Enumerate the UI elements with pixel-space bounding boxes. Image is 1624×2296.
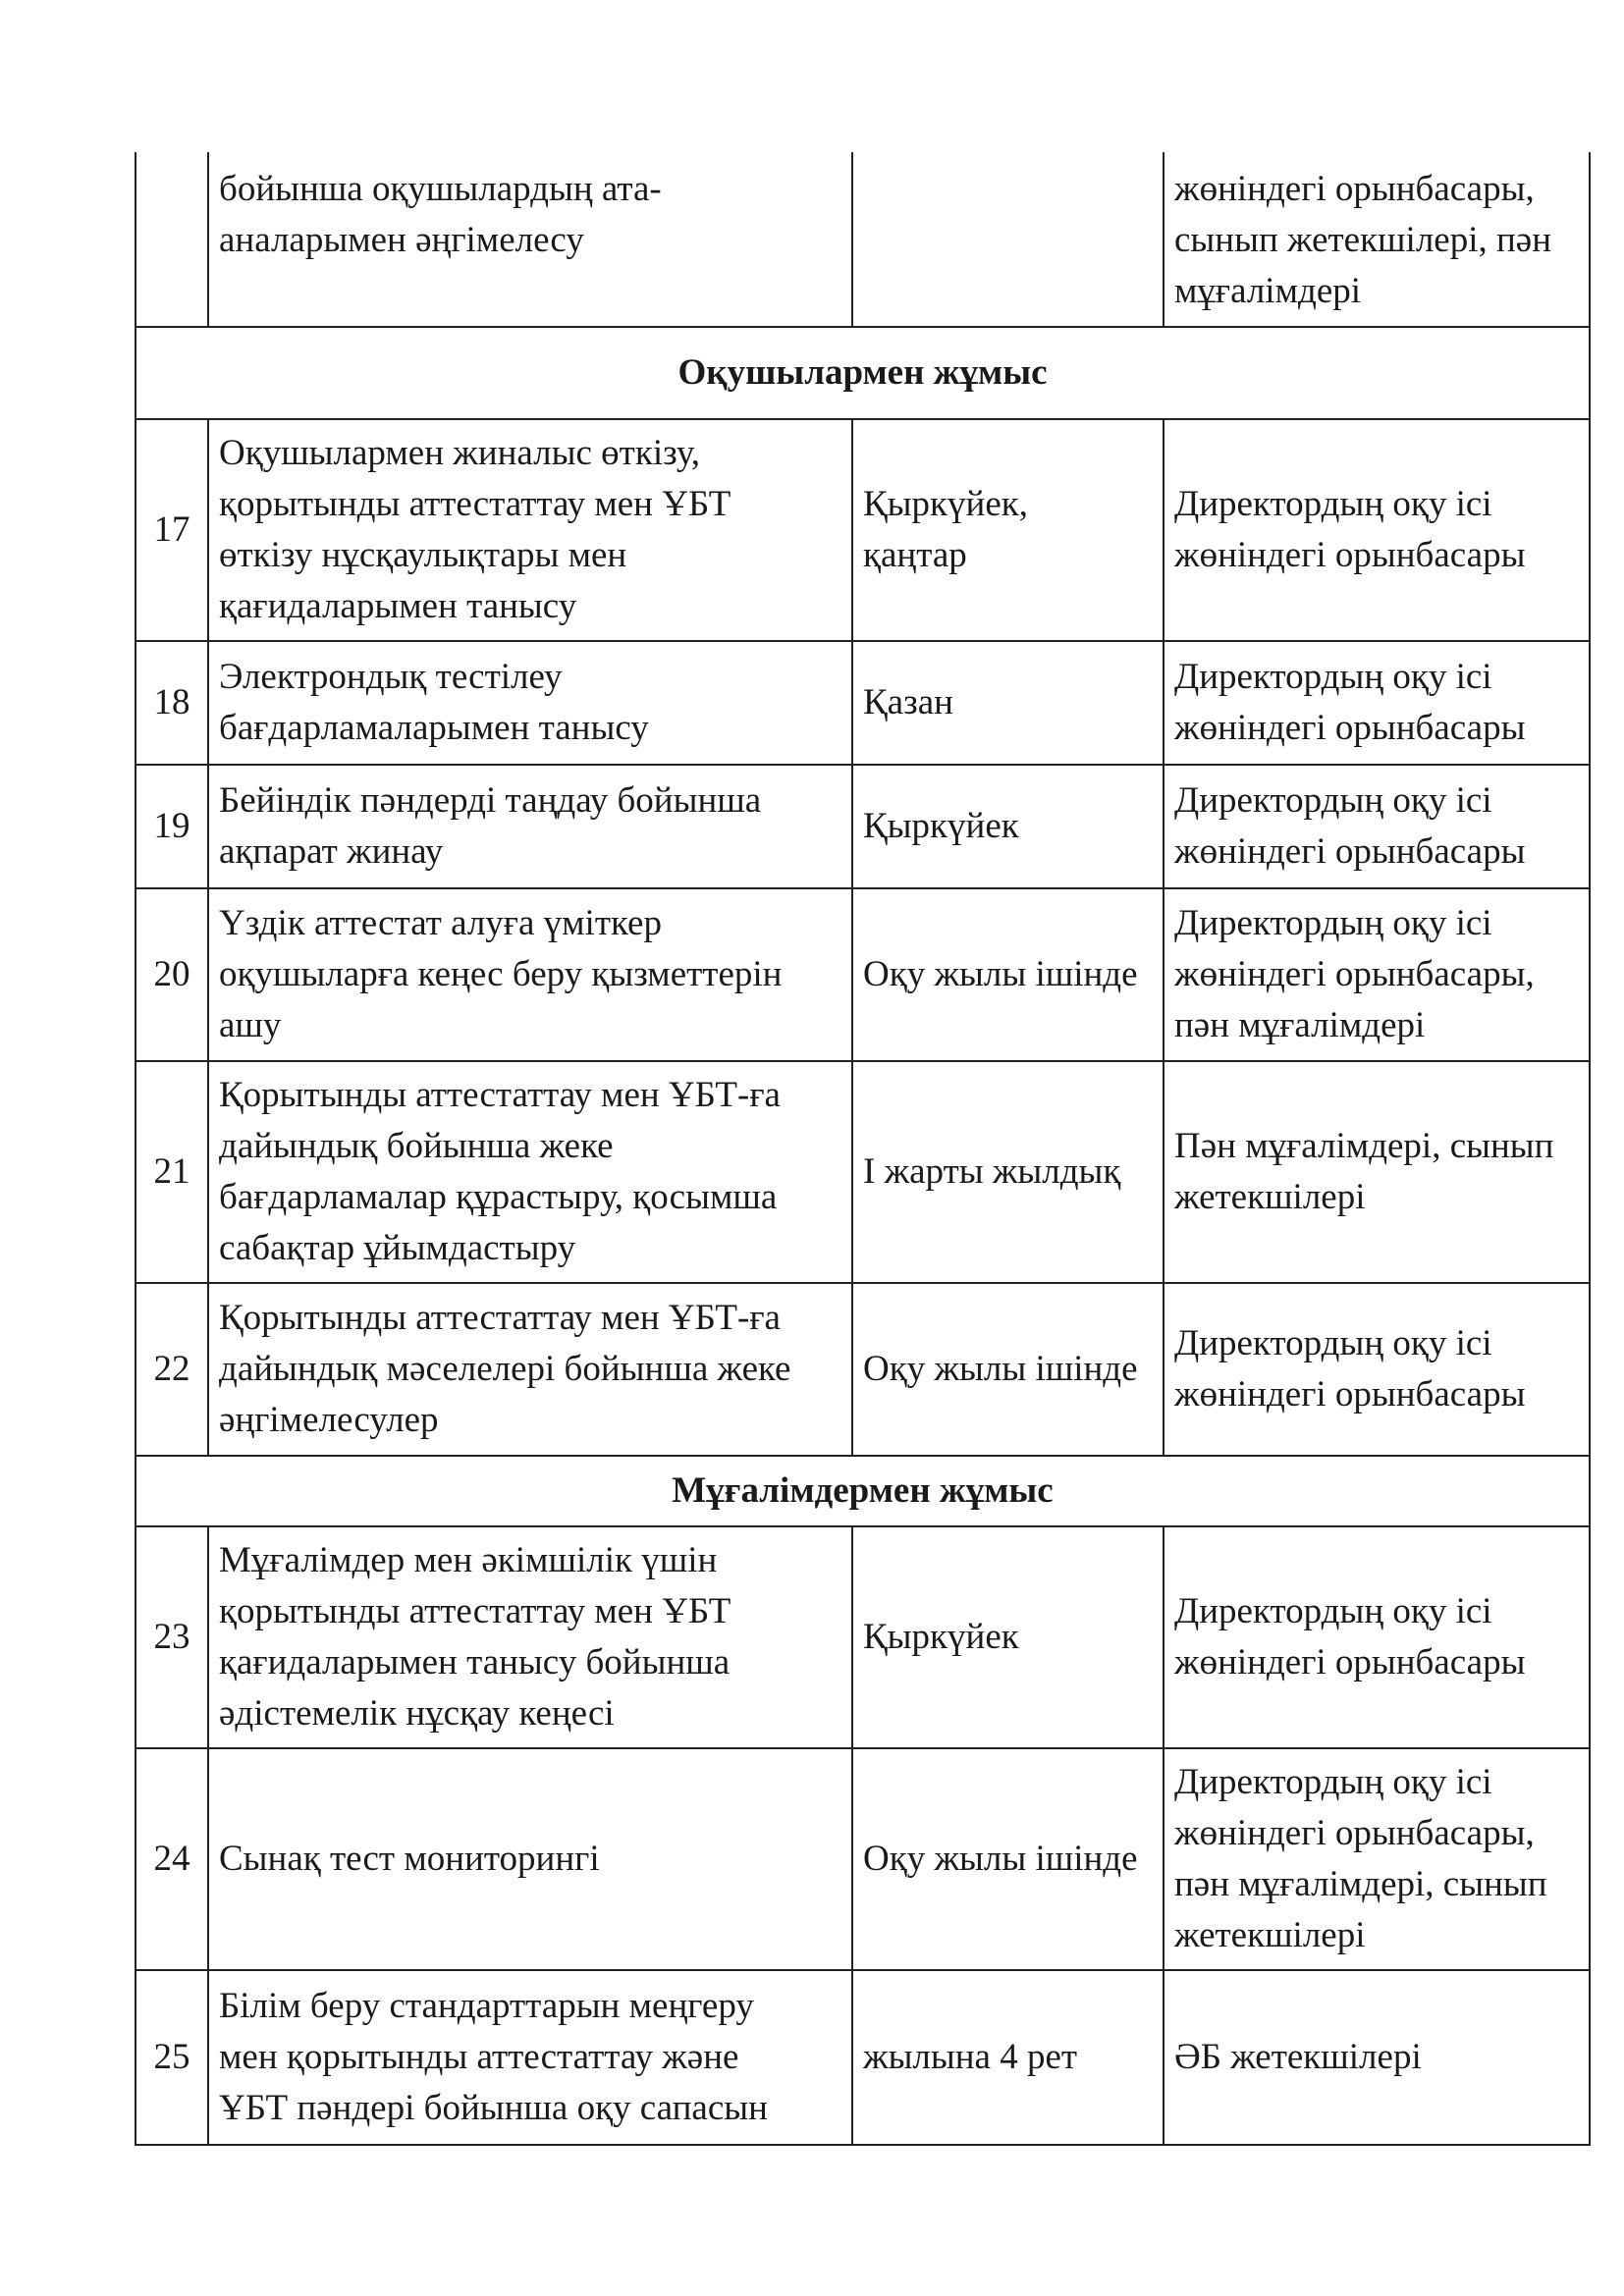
activity-cell-line: дайындық бойынша жеке: [219, 1126, 614, 1166]
responsible-cell-line: Директордың оқу ісі: [1174, 484, 1492, 524]
responsible-cell-line: пән мұғалімдері: [1174, 1005, 1426, 1045]
activity-cell-line: ашу: [219, 1005, 282, 1045]
responsible-cell-line: Директордың оқу ісі: [1174, 1762, 1492, 1802]
action-plan-table: [135, 152, 1591, 2146]
table-row: [135, 152, 1590, 327]
activity-cell-line: Білім беру стандарттарын меңгеру: [219, 1986, 754, 2026]
activity-cell: [208, 1748, 852, 1970]
table-row: [135, 765, 1590, 888]
activity-cell-line: қорытынды аттестаттау мен ҰБТ: [219, 484, 731, 524]
activity-cell-line: өткізу нұсқаулықтары мен: [219, 535, 627, 575]
activity-cell-line: ҰБТ пәндері бойынша оқу сапасын: [219, 2088, 768, 2128]
activity-cell: [208, 888, 852, 1061]
activity-cell-line: дайындық мәселелері бойынша жеке: [219, 1349, 791, 1389]
activity-cell-line: Қорытынды аттестаттау мен ҰБТ-ға: [219, 1075, 781, 1115]
activity-cell-line: Электрондық тестілеу: [219, 657, 563, 697]
responsible-cell-line: Директордың оқу ісі: [1174, 1323, 1492, 1363]
activity-cell-line: бағдарламаларымен танысу: [219, 708, 649, 748]
activity-cell-line: қағидаларымен танысу бойынша: [219, 1642, 731, 1682]
activity-cell: [208, 419, 852, 641]
table-row: [135, 1526, 1590, 1748]
row-number: [135, 152, 208, 327]
activity-cell-line: Қорытынды аттестаттау мен ҰБТ-ға: [219, 1298, 781, 1338]
responsible-cell-line: сынып жетекшілері, пән: [1174, 220, 1552, 260]
table-row: [135, 1970, 1590, 2145]
term-cell: [852, 641, 1164, 765]
responsible-cell-line: жөніндегі орынбасары,: [1174, 169, 1535, 209]
term-cell-line: жылына 4 рет: [863, 2037, 1078, 2077]
activity-cell-line: Бейіндік пәндерді таңдау бойынша: [219, 780, 762, 821]
activity-cell-line: Үздік аттестат алуға үміткер: [219, 903, 662, 943]
activity-cell-line: Мұғалімдер мен әкімшілік үшін: [219, 1540, 718, 1580]
section-title: Оқушылармен жұмыс: [135, 327, 1590, 419]
responsible-cell-line: Директордың оқу ісі: [1174, 1591, 1492, 1631]
row-number: 18: [135, 641, 208, 765]
term-cell-line: Оқу жылы ішінде: [863, 1839, 1138, 1879]
term-cell: [852, 1526, 1164, 1748]
activity-cell: [208, 765, 852, 888]
section-header-row: [135, 327, 1590, 419]
section-header-row: [135, 1456, 1590, 1526]
row-number: 17: [135, 419, 208, 641]
term-cell-line: Оқу жылы ішінде: [863, 1349, 1138, 1389]
term-cell: [852, 152, 1164, 327]
responsible-cell: [1164, 152, 1590, 327]
term-cell: [852, 1748, 1164, 1970]
term-cell: [852, 1283, 1164, 1456]
activity-cell-line: әңгімелесулер: [219, 1400, 439, 1440]
activity-cell: [208, 641, 852, 765]
table-row: [135, 1061, 1590, 1283]
responsible-cell-line: жетекшілері: [1174, 1915, 1366, 1955]
responsible-cell: [1164, 419, 1590, 641]
responsible-cell-line: жөніндегі орынбасары: [1174, 708, 1526, 748]
table-row: [135, 419, 1590, 641]
term-cell-line: Қазан: [863, 682, 953, 722]
responsible-cell: [1164, 1970, 1590, 2145]
responsible-cell-line: жөніндегі орынбасары: [1174, 1642, 1526, 1682]
table-body: [135, 152, 1590, 2145]
row-number: 21: [135, 1061, 208, 1283]
responsible-cell-line: Директордың оқу ісі: [1174, 903, 1492, 943]
responsible-cell: [1164, 1061, 1590, 1283]
responsible-cell-line: жөніндегі орынбасары: [1174, 1374, 1526, 1415]
row-number: 24: [135, 1748, 208, 1970]
term-cell: [852, 765, 1164, 888]
activity-cell: [208, 1970, 852, 2145]
term-cell-line: Қыркүйек: [863, 1617, 1019, 1657]
table-row: [135, 888, 1590, 1061]
row-number: 19: [135, 765, 208, 888]
activity-cell-line: әдістемелік нұсқау кеңесі: [219, 1693, 615, 1734]
responsible-cell-line: пән мұғалімдері, сынып: [1174, 1864, 1547, 1904]
term-cell-line: қаңтар: [863, 535, 967, 575]
responsible-cell-line: Пән мұғалімдері, сынып: [1174, 1126, 1554, 1166]
table-row: [135, 1283, 1590, 1456]
responsible-cell-line: жөніндегі орынбасары,: [1174, 954, 1535, 994]
activity-cell: [208, 152, 852, 327]
term-cell-line: Қыркүйек,: [863, 484, 1028, 524]
section-title: Мұғалімдермен жұмыс: [135, 1456, 1590, 1526]
row-number: 23: [135, 1526, 208, 1748]
responsible-cell-line: ӘБ жетекшілері: [1174, 2037, 1422, 2077]
term-cell: [852, 419, 1164, 641]
term-cell-line: І жарты жылдық: [863, 1151, 1121, 1192]
responsible-cell: [1164, 1283, 1590, 1456]
activity-cell: [208, 1283, 852, 1456]
responsible-cell-line: Директордың оқу ісі: [1174, 657, 1492, 697]
activity-cell-line: Сынақ тест мониторингі: [219, 1839, 600, 1879]
activity-cell-line: бойынша оқушылардың ата-: [219, 169, 662, 209]
responsible-cell-line: Директордың оқу ісі: [1174, 780, 1492, 821]
responsible-cell: [1164, 641, 1590, 765]
responsible-cell-line: жөніндегі орынбасары: [1174, 831, 1526, 872]
term-cell: [852, 1970, 1164, 2145]
activity-cell: [208, 1061, 852, 1283]
activity-cell-line: қорытынды аттестаттау мен ҰБТ: [219, 1591, 731, 1631]
activity-cell-line: бағдарламалар құрастыру, қосымша: [219, 1177, 778, 1217]
activity-cell: [208, 1526, 852, 1748]
responsible-cell: [1164, 765, 1590, 888]
term-cell: [852, 1061, 1164, 1283]
responsible-cell-line: мұғалімдері: [1174, 271, 1362, 311]
term-cell-line: Оқу жылы ішінде: [863, 954, 1138, 994]
row-number: 22: [135, 1283, 208, 1456]
term-cell-line: Қыркүйек: [863, 806, 1019, 846]
row-number: 25: [135, 1970, 208, 2145]
term-cell: [852, 888, 1164, 1061]
responsible-cell: [1164, 888, 1590, 1061]
responsible-cell-line: жөніндегі орынбасары: [1174, 535, 1526, 575]
table-row: [135, 641, 1590, 765]
responsible-cell-line: жөніндегі орынбасары,: [1174, 1813, 1535, 1853]
activity-cell-line: оқушыларға кеңес беру қызметтерін: [219, 954, 783, 994]
activity-cell-line: аналарымен әңгімелесу: [219, 220, 584, 260]
responsible-cell: [1164, 1526, 1590, 1748]
responsible-cell-line: жетекшілері: [1174, 1177, 1366, 1217]
activity-cell-line: сабақтар ұйымдастыру: [219, 1228, 576, 1268]
responsible-cell: [1164, 1748, 1590, 1970]
activity-cell-line: ақпарат жинау: [219, 831, 444, 872]
table-row: [135, 1748, 1590, 1970]
activity-cell-line: қағидаларымен танысу: [219, 586, 577, 626]
activity-cell-line: мен қорытынды аттестаттау және: [219, 2037, 739, 2077]
row-number: 20: [135, 888, 208, 1061]
activity-cell-line: Оқушылармен жиналыс өткізу,: [219, 433, 700, 473]
